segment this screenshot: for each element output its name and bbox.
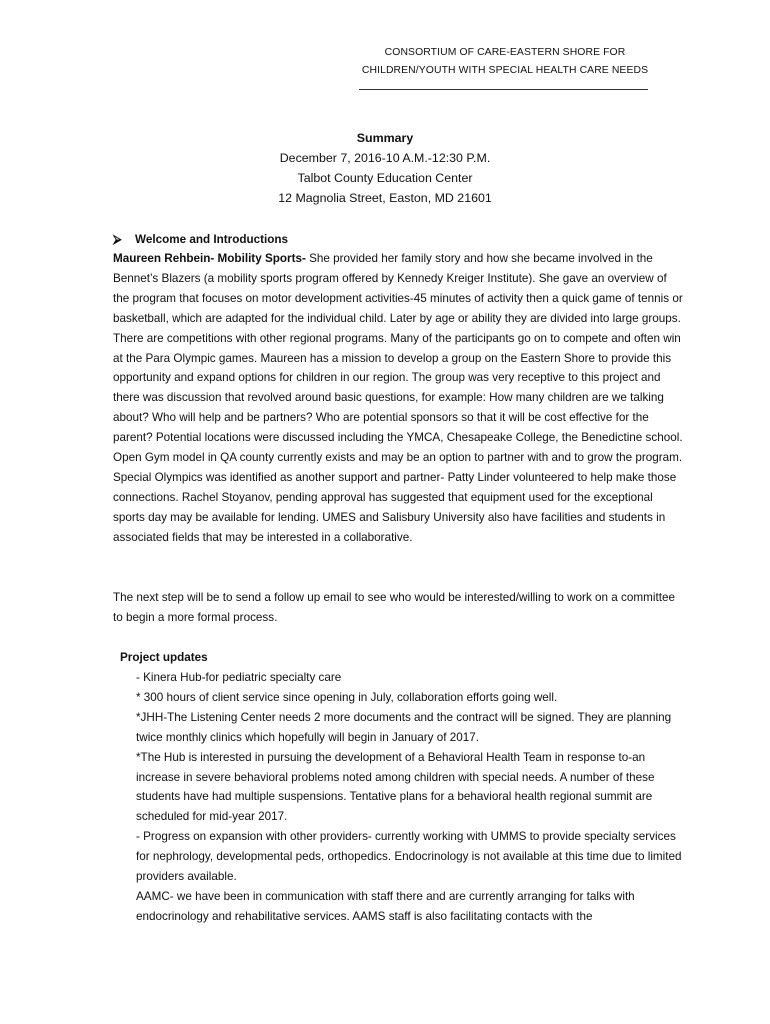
meeting-address: 12 Magnolia Street, Easton, MD 21601 [278, 191, 492, 205]
arrow-bullet-icon: ⮚ [113, 232, 122, 246]
update-item: AAMC- we have been in communication with staff there and are currently arranging for talks with endocrinology and rehabilitative services. AAMS staff is also facilitating contacts with the [136, 889, 635, 923]
update-item: * 300 hours of client service since opening in July, collaboration efforts going well. [136, 690, 558, 704]
next-step-paragraph: The next step will be to send a follow up email to see who would be interested/willing to work on a committee to begin a more formal process. [113, 591, 675, 624]
welcome-heading-text: Welcome and Introductions [135, 233, 289, 246]
speaker-lead: Maureen Rehbein- Mobility Sports- [113, 252, 306, 265]
project-updates-list [136, 668, 690, 927]
org-header-line-1: CONSORTIUM OF CARE-EASTERN SHORE FOR [384, 47, 626, 58]
summary-title: Summary [356, 131, 414, 145]
project-updates-heading: Project updates [120, 651, 208, 664]
summary-block [150, 128, 620, 208]
org-header-line-2: CHILDREN/YOUTH WITH SPECIAL HEALTH CARE NEEDS [361, 65, 649, 76]
update-item: *The Hub is interested in pursuing the development of a Behavioral Health Team in response to-an increase in severe behavioral problems noted among children with special needs. A number of these students have had multiple suspensions. Tentative plans for a behavioral health regional summit are scheduled for mid-year 2017. [136, 750, 655, 824]
meeting-venue: Talbot County Education Center [297, 171, 473, 185]
welcome-body: She provided her family story and how she became involved in the Bennet’s Blazers (a mobility sports program offered by Kennedy Kreiger Institute). She gave an overview of the program that focuses on motor development activities-45 minutes of activity then a quick game of tennis or basketball, which are adapted for the individual child. Later by age or ability they are divided into large groups. There are competitions with other regional programs. Many of the participants go on to compete and often win at the Para Olympic games. Maureen has a mission to develop a group on the Eastern Shore to provide this opportunity and expand options for children in our region. The group was very receptive to this project and there was discussion that revolved around basic questions, for example: How many children are we talking about? Who will help and be partners? Who are potential sponsors so that it will be cost effective for the parent? Potential locations were discussed including the YMCA, Chesapeake College, the Benedictine school. Open Gym model in QA county currently exists and may be an option to partner with and to grow the program. Special Olympics was identified as another support and partner- Patty Linder volunteered to help make those connections. Rachel Stoyanov, pending approval has suggested that equipment used for the exceptional sports day may be available for lending. UMES and Salisbury University also have facilities and students in associated fields that may be interested in a collaborative. [113, 252, 683, 544]
update-item: *JHH-The Listening Center needs 2 more documents and the contract will be signed. They are planning twice monthly clinics which hopefully will begin in January of 2017. [136, 710, 672, 744]
meeting-date: December 7, 2016-10 A.M.-12:30 P.M. [279, 151, 491, 165]
section-heading-welcome [113, 229, 288, 250]
organization-header [360, 44, 650, 80]
update-item: - Kinera Hub-for pediatric specialty care [136, 671, 342, 684]
welcome-paragraph [113, 249, 685, 548]
header-divider [359, 89, 648, 90]
update-item: - Progress on expansion with other providers- currently working with UMMS to provide specialty services for nephrology, developmental peds, orthopedics. Endocrinology is not available at this time due to limited providers available. [136, 830, 682, 884]
